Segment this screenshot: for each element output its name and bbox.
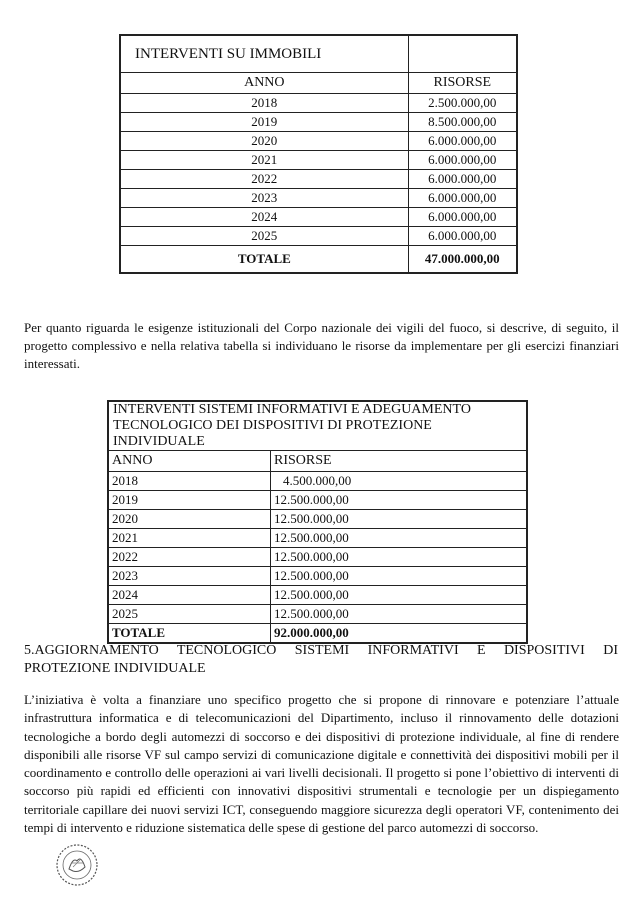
table-row [108, 605, 527, 624]
amount-cell: 4.500.000,00 [271, 472, 528, 491]
year-cell: 2025 [120, 227, 408, 246]
year-cell: 2023 [120, 189, 408, 208]
amount-cell: 12.500.000,00 [271, 491, 528, 510]
table-interventi-sistemi-informativi [107, 400, 528, 644]
year-cell: 2023 [108, 567, 271, 586]
total-value: 92.000.000,00 [271, 624, 528, 644]
year-cell: 2024 [120, 208, 408, 227]
table-row [108, 529, 527, 548]
column-header-anno: ANNO [120, 73, 408, 94]
amount-cell: 6.000.000,00 [408, 208, 517, 227]
column-header-risorse: RISORSE [271, 451, 528, 472]
amount-cell: 6.000.000,00 [408, 227, 517, 246]
table-header-row [108, 451, 527, 472]
year-cell: 2021 [120, 151, 408, 170]
total-value: 47.000.000,00 [408, 246, 517, 274]
table-row [108, 548, 527, 567]
table-row [120, 170, 517, 189]
table-row [120, 132, 517, 151]
table-row [108, 510, 527, 529]
table-row [108, 567, 527, 586]
table-row [120, 151, 517, 170]
intro-paragraph: Per quanto riguarda le esigenze istituzionali del Corpo nazionale dei vigili del fuoco, si descrive, di seguito, il progetto complessivo e nella relativa tabella si individuano le risorse da implementare per gli esercizi finanziari interessati. [24, 320, 619, 371]
table-title: INTERVENTI SISTEMI INFORMATIVI E ADEGUAMENTO TECNOLOGICO DEI DISPOSITIVI DI PROTEZIONE INDIVIDUALE [108, 401, 527, 451]
amount-cell: 12.500.000,00 [271, 586, 528, 605]
table-title-row [120, 35, 517, 73]
section-heading: 5.AGGIORNAMENTO TECNOLOGICO SISTEMI INFORMATIVI E DISPOSITIVI DI [24, 643, 618, 658]
table-row [120, 227, 517, 246]
year-cell: 2018 [108, 472, 271, 491]
amount-cell: 12.500.000,00 [271, 529, 528, 548]
table-title-empty-cell [408, 35, 517, 73]
table-row [120, 94, 517, 113]
year-cell: 2025 [108, 605, 271, 624]
year-cell: 2022 [120, 170, 408, 189]
amount-cell: 12.500.000,00 [271, 605, 528, 624]
year-cell: 2020 [108, 510, 271, 529]
amount-cell: 8.500.000,00 [408, 113, 517, 132]
total-label: TOTALE [120, 246, 408, 274]
table-interventi-immobili [119, 34, 518, 274]
amount-cell: 2.500.000,00 [408, 94, 517, 113]
official-stamp-icon [55, 843, 99, 887]
year-cell: 2022 [108, 548, 271, 567]
table-title: INTERVENTI SU IMMOBILI [120, 35, 408, 73]
year-cell: 2024 [108, 586, 271, 605]
table-total-row [108, 624, 527, 644]
table-row [120, 189, 517, 208]
table-row [108, 472, 527, 491]
table-row [108, 586, 527, 605]
section-heading-continuation: PROTEZIONE INDIVIDUALE [24, 661, 206, 676]
amount-cell: 6.000.000,00 [408, 170, 517, 189]
table-header-row [120, 73, 517, 94]
amount-cell: 6.000.000,00 [408, 189, 517, 208]
table-row [120, 208, 517, 227]
column-header-anno: ANNO [108, 451, 271, 472]
amount-cell: 6.000.000,00 [408, 132, 517, 151]
year-cell: 2018 [120, 94, 408, 113]
table-row [108, 491, 527, 510]
table-row [120, 113, 517, 132]
year-cell: 2020 [120, 132, 408, 151]
year-cell: 2019 [120, 113, 408, 132]
amount-cell: 12.500.000,00 [271, 548, 528, 567]
total-label: TOTALE [108, 624, 271, 644]
amount-cell: 12.500.000,00 [271, 510, 528, 529]
year-cell: 2019 [108, 491, 271, 510]
column-header-risorse: RISORSE [408, 73, 517, 94]
year-cell: 2021 [108, 529, 271, 548]
table-title-row [108, 401, 527, 451]
amount-cell: 6.000.000,00 [408, 151, 517, 170]
table-total-row [120, 246, 517, 274]
section-paragraph: L’iniziativa è volta a finanziare uno specifico progetto che si propone di rinnovare e potenziare l’attuale infrastruttura informatica e di telecomunicazioni del Dipartimento, incluso il rinnovamento delle dotazioni tecnologiche a bordo degli automezzi di soccorso e dei dispositivi di protezione individuale, al fine di rendere disponibili alle risorse VF sul campo servizi di comunicazione digitale e connettività dei dispositivi mobili per il coordinamento e controllo delle operazioni ai vari livelli decisionali. Il progetto si pone l’obiettivo di interventi di soccorso più rapidi ed efficienti con innovativi dispositivi strumentali e tecnologie per un dispiegamento territoriale capillare dei nuovi servizi ICT, conseguendo maggiore sicurezza degli operatori VF, contenimento dei tempi di intervento e riduzione sistematica delle spese di gestione del parco automezzi di soccorso. [24, 692, 619, 836]
amount-cell: 12.500.000,00 [271, 567, 528, 586]
